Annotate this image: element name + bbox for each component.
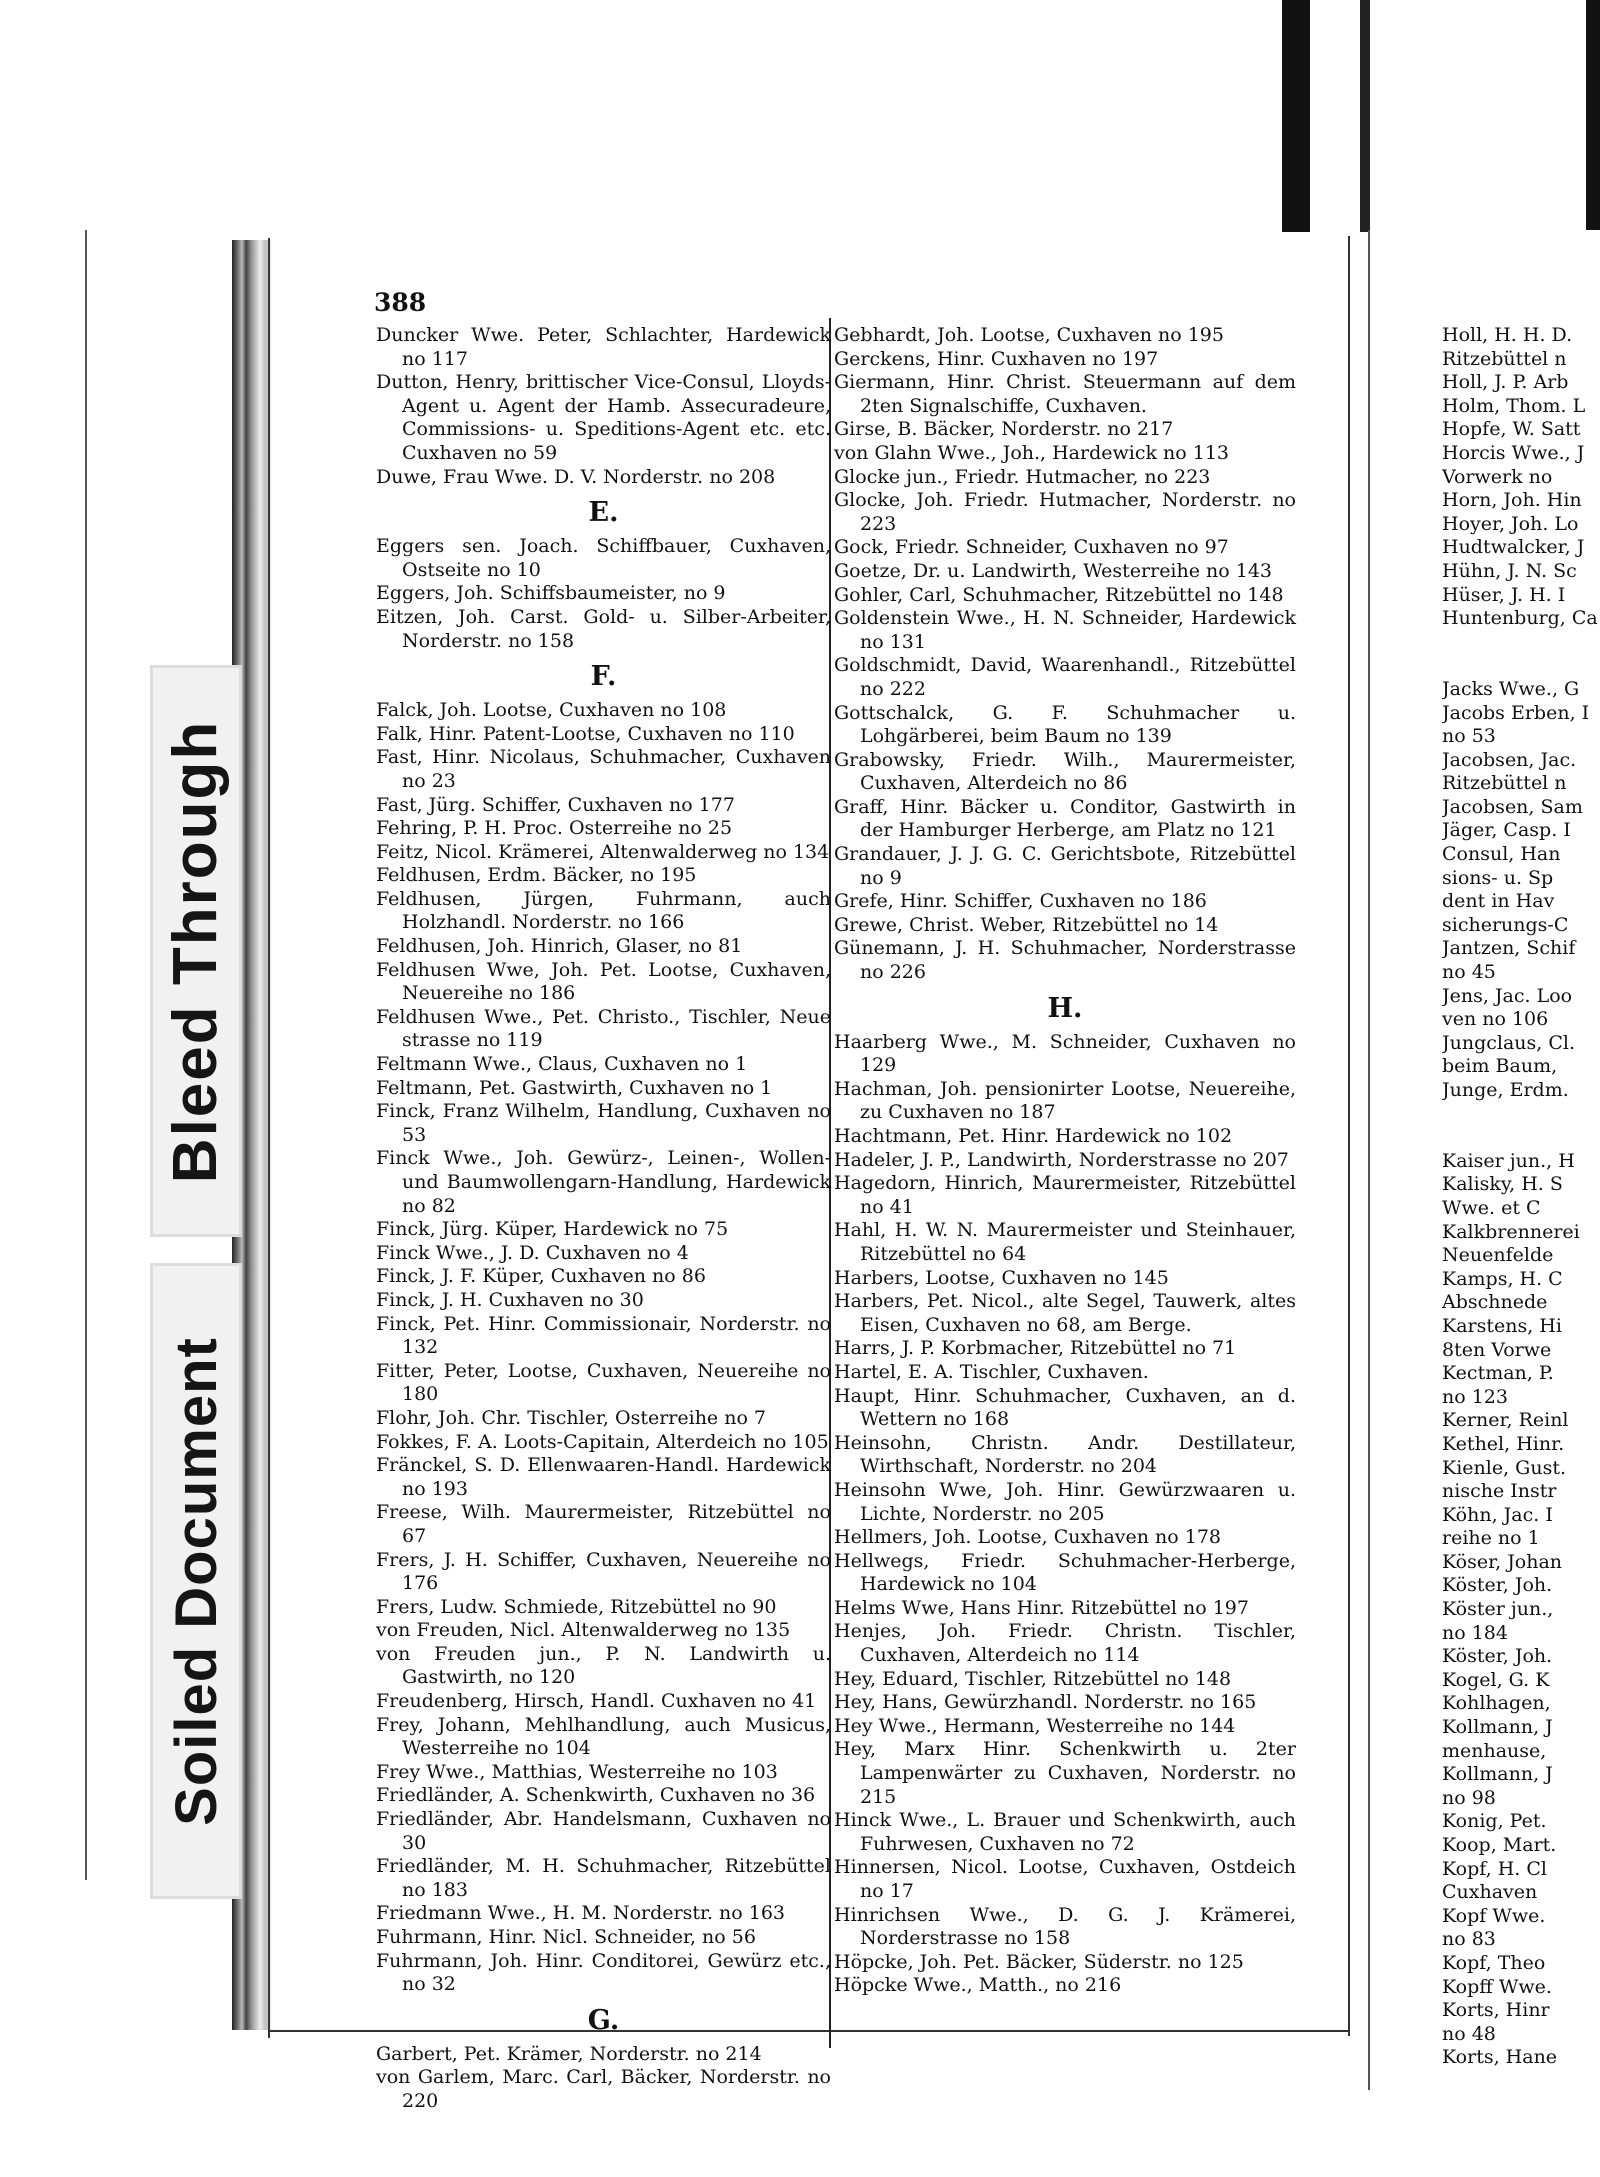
directory-entry: Ritzebüttel n xyxy=(1442,772,1567,795)
directory-entry: Köser, Johan xyxy=(1442,1550,1563,1573)
bleed-through-stamp xyxy=(150,665,242,1237)
directory-entry: Höpcke Wwe., Matth., no 216 xyxy=(834,1974,1122,1997)
directory-entry: Hühn, J. N. Sc xyxy=(1442,559,1577,582)
directory-entry: Falk, Hinr. Patent-Lootse, Cuxhaven no 110 xyxy=(376,722,795,745)
directory-entry: Haarberg Wwe., M. Schneider, Cuxhaven no 129 xyxy=(834,1030,1296,1077)
directory-entry: Kectman, P. xyxy=(1442,1362,1554,1385)
directory-entry: Gock, Friedr. Schneider, Cuxhaven no 97 xyxy=(834,536,1229,559)
directory-entry: Köhn, Jac. I xyxy=(1442,1503,1553,1526)
scan-edge-shadow xyxy=(1282,0,1310,232)
directory-entry: Koop, Mart. xyxy=(1442,1834,1557,1856)
directory-entry: Finck, J. F. Küper, Cuxhaven no 86 xyxy=(376,1265,706,1288)
directory-entry: Hoyer, Joh. Lo xyxy=(1442,512,1579,535)
directory-entry: Huntenburg, Ca xyxy=(1442,607,1598,630)
directory-entry: Helms Wwe, Hans Hinr. Ritzebüttel no 197 xyxy=(834,1596,1249,1619)
directory-entry: Fitter, Peter, Lootse, Cuxhaven, Neuereihe no 180 xyxy=(376,1359,831,1406)
directory-entry: beim Baum, xyxy=(1442,1055,1558,1078)
directory-entry: Haupt, Hinr. Schuhmacher, Cuxhaven, an d. Wettern no 168 xyxy=(834,1384,1296,1431)
directory-entry: Finck Wwe., J. D. Cuxhaven no 4 xyxy=(376,1241,689,1264)
directory-entry: Vorwerk no xyxy=(1442,465,1553,488)
directory-entry: Grandauer, J. J. G. C. Gerichtsbote, Ritzebüttel no 9 xyxy=(834,843,1296,889)
directory-entry: von Glahn Wwe., Joh., Hardewick no 113 xyxy=(834,441,1230,464)
directory-entry: Holl, J. P. Arb xyxy=(1442,371,1569,394)
directory-entry: Ritzebüttel n xyxy=(1442,347,1567,370)
directory-entry: Hudtwalcker, J xyxy=(1442,536,1585,559)
directory-entry: Harbers, Pet. Nicol., alte Segel, Tauwerk, altes Eisen, Cuxhaven no 68, am Berge. xyxy=(834,1290,1296,1336)
directory-entry: Korts, Hane xyxy=(1442,2046,1558,2069)
directory-entry: Finck Wwe., Joh. Gewürz-, Leinen-, Wollen- und Baumwollengarn-Handlung, Hardewick no 82 xyxy=(376,1147,831,1217)
directory-entry: Friedländer, M. H. Schuhmacher, Ritzebüttel no 183 xyxy=(376,1855,831,1901)
directory-entry: no 83 xyxy=(1442,1928,1496,1951)
directory-entry: Goetze, Dr. u. Landwirth, Westerreihe no 143 xyxy=(834,559,1273,582)
directory-entry: Hey, Marx Hinr. Schenkwirth u. 2ter Lampenwärter zu Cuxhaven, Norderstr. no 215 xyxy=(834,1738,1296,1808)
directory-entry: Gebhardt, Joh. Lootse, Cuxhaven no 195 xyxy=(834,324,1224,346)
directory-entry: Kopf, H. Cl xyxy=(1442,1857,1547,1880)
directory-entry: sicherungs-C xyxy=(1442,913,1569,936)
directory-entry: Jens, Jac. Loo xyxy=(1442,984,1573,1007)
directory-entry: Jacobsen, Sam xyxy=(1442,795,1583,818)
directory-entry: Frey Wwe., Matthias, Westerreihe no 103 xyxy=(376,1760,778,1783)
directory-entry: Consul, Han xyxy=(1442,843,1561,866)
directory-entry: Friedländer, Abr. Handelsmann, Cuxhaven no 30 xyxy=(376,1808,831,1854)
directory-entry: no 184 xyxy=(1442,1621,1508,1644)
directory-entry: Jungclaus, Cl. xyxy=(1442,1031,1576,1054)
directory-entry: menhause, xyxy=(1442,1739,1547,1762)
directory-entry: Gohler, Carl, Schuhmacher, Ritzebüttel no 148 xyxy=(834,583,1284,606)
directory-entry: Friedländer, A. Schenkwirth, Cuxhaven no 36 xyxy=(376,1784,816,1807)
directory-entry: Henjes, Joh. Friedr. Christn. Tischler, Cuxhaven, Alterdeich no 114 xyxy=(834,1620,1296,1667)
directory-entry: Fast, Hinr. Nicolaus, Schuhmacher, Cuxhaven no 23 xyxy=(376,746,831,792)
directory-entry: Goldenstein Wwe., H. N. Schneider, Hardewick no 131 xyxy=(834,607,1296,653)
directory-entry: no 48 xyxy=(1442,2022,1496,2045)
directory-entry: Feltmann Wwe., Claus, Cuxhaven no 1 xyxy=(376,1053,748,1076)
directory-entry: Friedmann Wwe., H. M. Norderstr. no 163 xyxy=(376,1902,786,1925)
directory-entry: Eggers, Joh. Schiffsbaumeister, no 9 xyxy=(376,582,726,605)
directory-entry: Harbers, Lootse, Cuxhaven no 145 xyxy=(834,1266,1169,1289)
directory-entry: Hachtmann, Pet. Hinr. Hardewick no 102 xyxy=(834,1125,1233,1147)
section-letter: H. xyxy=(1047,992,1083,1024)
section-gap xyxy=(1442,631,1598,655)
directory-entry: Karstens, Hi xyxy=(1442,1314,1562,1337)
directory-entry: Hinrichsen Wwe., D. G. J. Krämerei, Norderstrasse no 158 xyxy=(834,1903,1296,1950)
directory-entry: Kienle, Gust. xyxy=(1442,1456,1566,1479)
directory-entry: Jacobsen, Jac. xyxy=(1442,748,1577,771)
soiled-document-stamp xyxy=(150,1263,242,1899)
directory-entry: Finck, J. H. Cuxhaven no 30 xyxy=(376,1288,644,1311)
directory-entry: Frers, Ludw. Schmiede, Ritzebüttel no 90 xyxy=(376,1595,777,1618)
directory-entry: no 123 xyxy=(1442,1385,1508,1408)
directory-entry: Korts, Hinr xyxy=(1442,1999,1550,2022)
directory-entry: no 53 xyxy=(1442,725,1496,748)
directory-entry: Garbert, Pet. Krämer, Norderstr. no 214 xyxy=(376,2042,762,2065)
directory-entry: Günemann, J. H. Schuhmacher, Norderstrasse no 226 xyxy=(834,937,1296,984)
directory-entry: Hey, Hans, Gewürzhandl. Norderstr. no 165 xyxy=(834,1691,1257,1714)
directory-entry: Hachman, Joh. pensionirter Lootse, Neuereihe, zu Cuxhaven no 187 xyxy=(834,1077,1296,1124)
left-column xyxy=(376,324,831,2114)
directory-entry: Holm, Thom. L xyxy=(1442,394,1586,417)
directory-entry: Hinck Wwe., L. Brauer und Schenkwirth, auch Fuhrwesen, Cuxhaven no 72 xyxy=(834,1809,1296,1855)
directory-entry: Graff, Hinr. Bäcker u. Conditor, Gastwirth in der Hamburger Herberge, am Platz no 121 xyxy=(834,795,1296,842)
page-number: 388 xyxy=(374,288,427,317)
directory-entry: Fuhrmann, Joh. Hinr. Conditorei, Gewürz etc., no 32 xyxy=(376,1949,831,1996)
directory-entry: Feldhusen, Erdm. Bäcker, no 195 xyxy=(376,864,697,887)
directory-entry: Hagedorn, Hinrich, Maurermeister, Ritzebüttel no 41 xyxy=(834,1172,1296,1218)
directory-entry: Fränckel, S. D. Ellenwaaren-Handl. Hardewick no 193 xyxy=(376,1454,831,1500)
directory-entry: Hopfe, W. Satt xyxy=(1442,418,1581,441)
directory-entry: Hellwegs, Friedr. Schuhmacher-Herberge, Hardewick no 104 xyxy=(834,1549,1296,1596)
scan-edge-shadow xyxy=(1360,0,1370,232)
directory-entry: Kohlhagen, xyxy=(1442,1692,1551,1715)
directory-entry: Kogel, G. K xyxy=(1442,1668,1550,1691)
directory-entry: nische Instr xyxy=(1442,1480,1557,1503)
directory-entry: Glocke jun., Friedr. Hutmacher, no 223 xyxy=(834,465,1211,488)
directory-entry: Köster jun., xyxy=(1442,1598,1554,1621)
directory-entry: ven no 106 xyxy=(1442,1008,1549,1031)
directory-entry: von Freuden jun., P. N. Landwirth u. Gastwirth, no 120 xyxy=(376,1642,831,1689)
directory-entry: Duwe, Frau Wwe. D. V. Norderstr. no 208 xyxy=(376,465,776,488)
directory-entry: Finck, Jürg. Küper, Hardewick no 75 xyxy=(376,1218,729,1241)
directory-entry: Frers, J. H. Schiffer, Cuxhaven, Neuereihe no 176 xyxy=(376,1548,831,1595)
directory-entry: Holl, H. H. D. xyxy=(1442,324,1573,346)
directory-entry: Horn, Joh. Hin xyxy=(1442,489,1582,512)
directory-entry: Goldschmidt, David, Waarenhandl., Ritzebüttel no 222 xyxy=(834,654,1296,700)
directory-entry: Kopff Wwe. xyxy=(1442,1975,1552,1998)
page-edge xyxy=(1348,236,1350,2036)
directory-entry: Köster, Joh. xyxy=(1442,1574,1553,1597)
section-letter: E. xyxy=(588,497,619,529)
directory-entry: Jantzen, Schif xyxy=(1442,937,1576,960)
directory-entry: Kalkbrennerei xyxy=(1442,1220,1580,1243)
directory-entry: Junge, Erdm. xyxy=(1442,1079,1569,1101)
bleed-through-label: Bleed Through xyxy=(161,719,231,1183)
directory-entry: Glocke, Joh. Friedr. Hutmacher, Norderstr. no 223 xyxy=(834,489,1296,535)
directory-entry: Feitz, Nicol. Krämerei, Altenwalderweg no 134 xyxy=(376,840,830,863)
directory-entry: no 98 xyxy=(1442,1786,1496,1809)
directory-entry: Falck, Joh. Lootse, Cuxhaven no 108 xyxy=(376,699,727,722)
directory-entry: Freese, Wilh. Maurermeister, Ritzebüttel no 67 xyxy=(376,1501,831,1547)
directory-entry: von Garlem, Marc. Carl, Bäcker, Norderstr. no 220 xyxy=(376,2066,831,2112)
section-gap xyxy=(1442,654,1598,678)
directory-entry: Finck, Pet. Hinr. Commissionair, Norderstr. no 132 xyxy=(376,1312,831,1359)
directory-entry: Finck, Franz Wilhelm, Handlung, Cuxhaven no 53 xyxy=(376,1100,831,1146)
directory-entry: Jacks Wwe., G xyxy=(1442,677,1580,700)
directory-entry: Hartel, E. A. Tischler, Cuxhaven. xyxy=(834,1360,1149,1383)
scan-border-line xyxy=(85,230,87,1880)
directory-entry: Feldhusen, Joh. Hinrich, Glaser, no 81 xyxy=(376,935,743,958)
directory-entry: Horcis Wwe., J xyxy=(1442,441,1585,464)
directory-entry: Dutton, Henry, brittischer Vice-Consul, Lloyds-Agent u. Agent der Hamb. Assecuradeure, Commissions- u. Speditions-Agent etc. etc. Cuxhaven no 59 xyxy=(376,371,831,464)
directory-entry: Freudenberg, Hirsch, Handl. Cuxhaven no 41 xyxy=(376,1690,817,1713)
directory-entry: Grabowsky, Friedr. Wilh., Maurermeister, Cuxhaven, Alterdeich no 86 xyxy=(834,748,1296,795)
section-gap xyxy=(1442,1126,1598,1150)
directory-entry: dent in Hav xyxy=(1442,890,1555,913)
middle-column xyxy=(834,324,1296,1998)
directory-entry: 8ten Vorwe xyxy=(1442,1338,1552,1361)
directory-entry: Hahl, H. W. N. Maurermeister und Steinhauer, Ritzebüttel no 64 xyxy=(834,1219,1296,1265)
section-letter: G. xyxy=(587,2004,620,2036)
directory-entry: Kollmann, J xyxy=(1442,1716,1553,1739)
directory-entry: Fuhrmann, Hinr. Nicl. Schneider, no 56 xyxy=(376,1926,756,1948)
directory-entry: Flohr, Joh. Chr. Tischler, Osterreihe no 7 xyxy=(376,1406,767,1429)
directory-entry: Kethel, Hinr. xyxy=(1442,1432,1565,1455)
directory-entry: Gottschalck, G. F. Schuhmacher u. Lohgärberei, beim Baum no 139 xyxy=(834,701,1296,748)
directory-entry: Feltmann, Pet. Gastwirth, Cuxhaven no 1 xyxy=(376,1076,773,1099)
scan-edge-shadow xyxy=(1586,0,1600,230)
directory-entry: Eitzen, Joh. Carst. Gold- u. Silber-Arbeiter, Norderstr. no 158 xyxy=(376,605,831,652)
directory-entry: Harrs, J. P. Korbmacher, Ritzebüttel no 71 xyxy=(834,1337,1237,1360)
directory-entry: reihe no 1 xyxy=(1442,1527,1540,1550)
directory-entry: Hüser, J. H. I xyxy=(1442,583,1566,606)
directory-entry: Feldhusen, Jürgen, Fuhrmann, auch Holzhandl. Norderstr. no 166 xyxy=(376,887,831,934)
directory-entry: Heinsohn Wwe, Joh. Hinr. Gewürzwaaren u. Lichte, Norderstr. no 205 xyxy=(834,1478,1296,1525)
directory-entry: Fast, Jürg. Schiffer, Cuxhaven no 177 xyxy=(376,793,735,816)
directory-entry: Gerckens, Hinr. Cuxhaven no 197 xyxy=(834,347,1159,370)
directory-entry: Köster, Joh. xyxy=(1442,1645,1553,1668)
directory-entry: Kaiser jun., H xyxy=(1442,1149,1575,1172)
section-gap xyxy=(1442,1103,1598,1127)
directory-entry: Fehring, P. H. Proc. Osterreihe no 25 xyxy=(376,817,733,840)
directory-entry: Duncker Wwe. Peter, Schlachter, Hardewick no 117 xyxy=(376,324,831,370)
directory-entry: Frey, Johann, Mehlhandlung, auch Musicus, Westerreihe no 104 xyxy=(376,1713,831,1760)
directory-entry: Hellmers, Joh. Lootse, Cuxhaven no 178 xyxy=(834,1526,1222,1549)
directory-entry: Neuenfelde xyxy=(1442,1244,1554,1267)
directory-entry: Wwe. et C xyxy=(1442,1196,1541,1219)
directory-entry: Hadeler, J. P., Landwirth, Norderstrasse no 207 xyxy=(834,1148,1289,1171)
directory-entry: sions- u. Sp xyxy=(1442,866,1554,889)
directory-entry: Cuxhaven xyxy=(1442,1881,1538,1904)
page-edge xyxy=(268,238,270,2038)
directory-entry: Kopf Wwe. xyxy=(1442,1904,1546,1927)
directory-entry: Heinsohn, Christn. Andr. Destillateur, Wirthschaft, Norderstr. no 204 xyxy=(834,1431,1296,1478)
directory-entry: Kerner, Reinl xyxy=(1442,1409,1569,1432)
directory-entry: Hey, Eduard, Tischler, Ritzebüttel no 148 xyxy=(834,1667,1232,1690)
soiled-document-label: Soiled Document xyxy=(163,1336,229,1826)
directory-entry: Kopf, Theo xyxy=(1442,1951,1546,1974)
directory-entry: Feldhusen Wwe, Joh. Pet. Lootse, Cuxhaven, Neuereihe no 186 xyxy=(376,958,831,1005)
directory-entry: Jäger, Casp. I xyxy=(1442,819,1571,842)
directory-entry: Eggers sen. Joach. Schiffbauer, Cuxhaven, Ostseite no 10 xyxy=(376,535,831,581)
section-letter: F. xyxy=(590,661,617,693)
directory-entry: Kamps, H. C xyxy=(1442,1267,1563,1290)
directory-entry: Abschnede xyxy=(1442,1291,1548,1314)
directory-entry: Höpcke, Joh. Pet. Bäcker, Süderstr. no 125 xyxy=(834,1950,1244,1973)
directory-entry: Feldhusen Wwe., Pet. Christo., Tischler, Neue strasse no 119 xyxy=(376,1005,831,1052)
directory-entry: von Freuden, Nicl. Altenwalderweg no 135 xyxy=(376,1619,791,1642)
directory-entry: Hey Wwe., Hermann, Westerreihe no 144 xyxy=(834,1714,1236,1737)
directory-entry: Fokkes, F. A. Loots-Capitain, Alterdeich no 105 xyxy=(376,1430,829,1453)
directory-entry: Kollmann, J xyxy=(1442,1763,1553,1786)
directory-entry: Giermann, Hinr. Christ. Steuermann auf dem 2ten Signalschiffe, Cuxhaven. xyxy=(834,371,1296,417)
directory-entry: Kalisky, H. S xyxy=(1442,1173,1563,1196)
directory-entry: Grewe, Christ. Weber, Ritzebüttel no 14 xyxy=(834,913,1219,936)
directory-entry: Jacobs Erben, I xyxy=(1442,701,1590,724)
directory-entry: no 45 xyxy=(1442,961,1496,984)
directory-entry: Konig, Pet. xyxy=(1442,1810,1547,1833)
right-column xyxy=(1442,324,1598,2070)
directory-entry: Girse, B. Bäcker, Norderstr. no 217 xyxy=(834,418,1174,441)
directory-entry: Grefe, Hinr. Schiffer, Cuxhaven no 186 xyxy=(834,890,1207,913)
directory-entry: Hinnersen, Nicol. Lootse, Cuxhaven, Ostdeich no 17 xyxy=(834,1856,1296,1902)
